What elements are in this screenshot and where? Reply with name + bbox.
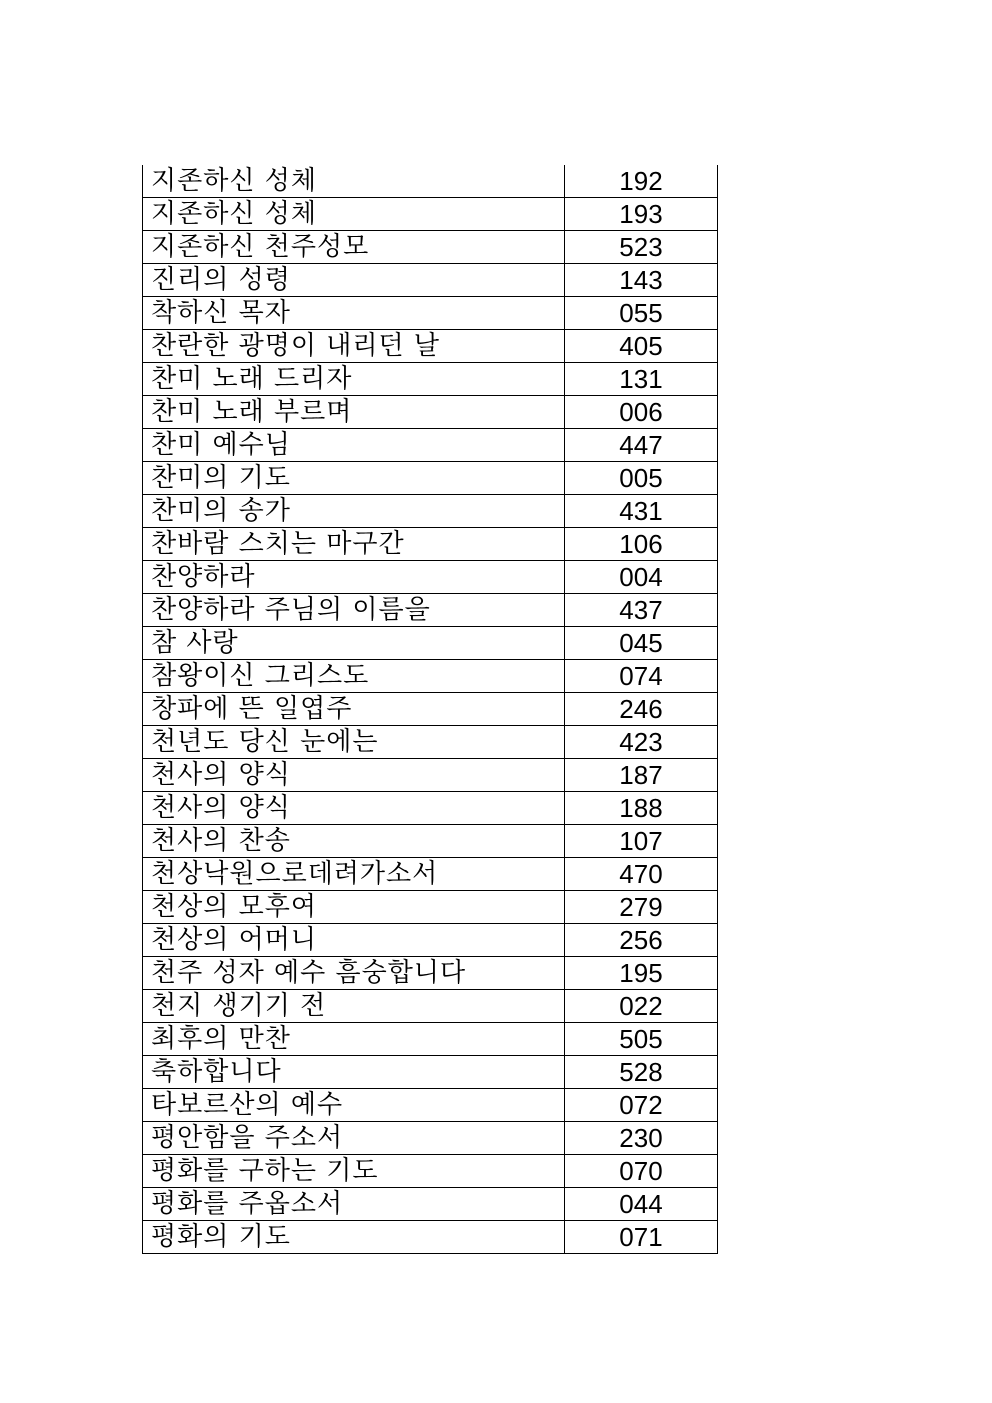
hymn-title-cell: 천상의 어머니 — [143, 924, 565, 957]
hymn-title-cell: 천년도 당신 눈에는 — [143, 726, 565, 759]
hymn-number-cell: 022 — [565, 990, 718, 1023]
hymn-number-cell: 505 — [565, 1023, 718, 1056]
table-row — [143, 198, 718, 231]
table-row — [143, 957, 718, 990]
hymn-number-cell: 143 — [565, 264, 718, 297]
table-row — [143, 330, 718, 363]
hymn-number-cell: 187 — [565, 759, 718, 792]
hymn-number-cell: 193 — [565, 198, 718, 231]
hymn-number-cell: 045 — [565, 627, 718, 660]
table-row — [143, 693, 718, 726]
hymn-title-cell: 찬미의 송가 — [143, 495, 565, 528]
hymn-title-cell: 지존하신 성체 — [143, 198, 565, 231]
table-row — [143, 726, 718, 759]
hymn-number-cell: 256 — [565, 924, 718, 957]
hymn-title-cell: 천사의 찬송 — [143, 825, 565, 858]
table-row — [143, 924, 718, 957]
table-row — [143, 1155, 718, 1188]
hymn-title-cell: 평화의 기도 — [143, 1221, 565, 1254]
hymn-number-cell: 447 — [565, 429, 718, 462]
hymn-number-cell: 070 — [565, 1155, 718, 1188]
hymn-title-cell: 찬바람 스치는 마구간 — [143, 528, 565, 561]
table-row — [143, 231, 718, 264]
hymn-title-cell: 착하신 목자 — [143, 297, 565, 330]
hymn-title-cell: 평화를 주옵소서 — [143, 1188, 565, 1221]
table-row — [143, 264, 718, 297]
hymn-title-cell: 창파에 뜬 일엽주 — [143, 693, 565, 726]
table-row — [143, 462, 718, 495]
hymn-index-table — [142, 165, 718, 1254]
hymn-title-cell: 축하합니다 — [143, 1056, 565, 1089]
table-row — [143, 297, 718, 330]
hymn-title-cell: 천주 성자 예수 흠숭합니다 — [143, 957, 565, 990]
table-row — [143, 396, 718, 429]
hymn-title-cell: 타보르산의 예수 — [143, 1089, 565, 1122]
hymn-number-cell: 131 — [565, 363, 718, 396]
hymn-title-cell: 평안함을 주소서 — [143, 1122, 565, 1155]
table-row — [143, 891, 718, 924]
table-row — [143, 825, 718, 858]
hymn-title-cell: 천지 생기기 전 — [143, 990, 565, 1023]
hymn-title-cell: 찬미의 기도 — [143, 462, 565, 495]
hymn-title-cell: 참 사랑 — [143, 627, 565, 660]
hymn-number-cell: 437 — [565, 594, 718, 627]
table-row — [143, 165, 718, 198]
hymn-number-cell: 192 — [565, 165, 718, 198]
table-row — [143, 429, 718, 462]
hymn-title-cell: 찬란한 광명이 내리던 날 — [143, 330, 565, 363]
table-row — [143, 1122, 718, 1155]
hymn-number-cell: 405 — [565, 330, 718, 363]
table-row — [143, 1023, 718, 1056]
hymn-title-cell: 천사의 양식 — [143, 759, 565, 792]
table-row — [143, 495, 718, 528]
table-row — [143, 1056, 718, 1089]
hymn-number-cell: 055 — [565, 297, 718, 330]
table-row — [143, 792, 718, 825]
hymn-number-cell: 279 — [565, 891, 718, 924]
hymn-title-cell: 천상의 모후여 — [143, 891, 565, 924]
hymn-title-cell: 참왕이신 그리스도 — [143, 660, 565, 693]
hymn-number-cell: 005 — [565, 462, 718, 495]
hymn-title-cell: 찬미 예수님 — [143, 429, 565, 462]
hymn-number-cell: 071 — [565, 1221, 718, 1254]
hymn-number-cell: 195 — [565, 957, 718, 990]
hymn-title-cell: 지존하신 천주성모 — [143, 231, 565, 264]
table-row — [143, 858, 718, 891]
hymn-number-cell: 246 — [565, 693, 718, 726]
table-row — [143, 1221, 718, 1254]
table-row — [143, 528, 718, 561]
hymn-title-cell: 찬양하라 — [143, 561, 565, 594]
table-row — [143, 561, 718, 594]
hymn-number-cell: 423 — [565, 726, 718, 759]
hymn-title-cell: 찬미 노래 부르며 — [143, 396, 565, 429]
hymn-title-cell: 진리의 성령 — [143, 264, 565, 297]
hymn-title-cell: 평화를 구하는 기도 — [143, 1155, 565, 1188]
hymn-number-cell: 044 — [565, 1188, 718, 1221]
hymn-number-cell: 107 — [565, 825, 718, 858]
hymn-number-cell: 470 — [565, 858, 718, 891]
hymn-title-cell: 지존하신 성체 — [143, 165, 565, 198]
hymn-title-cell: 천사의 양식 — [143, 792, 565, 825]
table-row — [143, 627, 718, 660]
hymn-number-cell: 188 — [565, 792, 718, 825]
table-row — [143, 660, 718, 693]
table-row — [143, 1089, 718, 1122]
hymn-title-cell: 천상낙원으로데려가소서 — [143, 858, 565, 891]
hymn-number-cell: 431 — [565, 495, 718, 528]
hymn-number-cell: 528 — [565, 1056, 718, 1089]
hymn-number-cell: 523 — [565, 231, 718, 264]
hymn-number-cell: 072 — [565, 1089, 718, 1122]
hymn-title-cell: 찬양하라 주님의 이름을 — [143, 594, 565, 627]
hymn-index-body — [143, 165, 718, 1254]
hymn-number-cell: 004 — [565, 561, 718, 594]
hymn-number-cell: 006 — [565, 396, 718, 429]
hymn-number-cell: 230 — [565, 1122, 718, 1155]
table-row — [143, 363, 718, 396]
table-row — [143, 990, 718, 1023]
table-row — [143, 594, 718, 627]
hymn-title-cell: 찬미 노래 드리자 — [143, 363, 565, 396]
hymn-title-cell: 최후의 만찬 — [143, 1023, 565, 1056]
table-row — [143, 1188, 718, 1221]
hymn-number-cell: 106 — [565, 528, 718, 561]
hymn-number-cell: 074 — [565, 660, 718, 693]
table-row — [143, 759, 718, 792]
